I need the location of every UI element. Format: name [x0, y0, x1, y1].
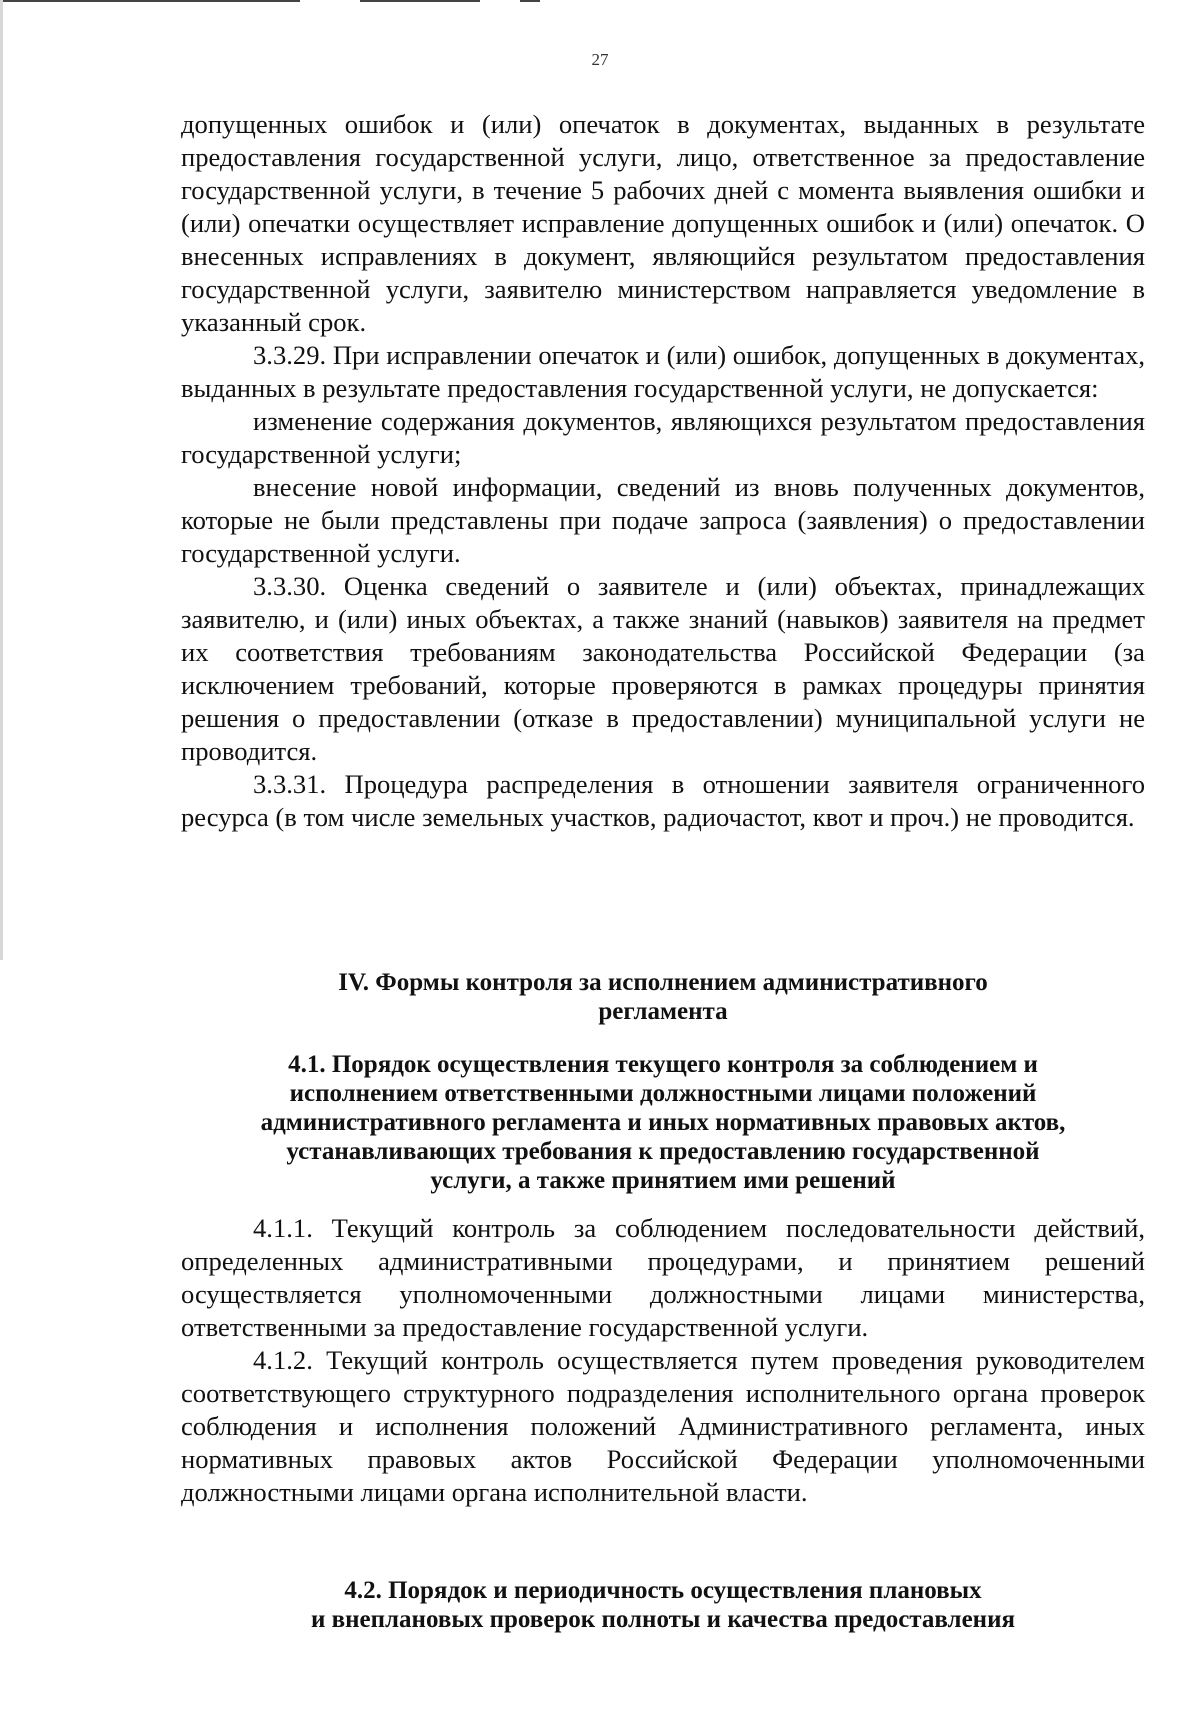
paragraph-continuation: допущенных ошибок и (или) опечаток в документах, выданных в результате предоставления государственной услуги, лицо, ответственное за предоставление государственной услуги, в течение 5 рабочих дней с момента выявления ошибки и (или) опечатки осуществляет исправление допущенных ошибок и (или) опечаток. О внесенных исправлениях в документ, являющийся результатом предоставления государственной услуги, заявителю министерством направляется уведомление в указанный срок. — [181, 109, 1145, 337]
paragraph-3-3-30: 3.3.30. Оценка сведений о заявителе и (или) объектах, принадлежащих заявителю, и (или) иных объектах, а также знаний (навыков) заявителя на предмет их соответствия требованиям законодательства Российской Федерации (за исключением требований, которые проверяются в рамках процедуры принятия решения о предоставлении (отказе в предоставлении) муниципальной услуги не проводится. — [181, 571, 1145, 766]
paragraph-3-3-29: 3.3.29. При исправлении опечаток и (или) ошибок, допущенных в документах, выданных в результате предоставления государственной услуги, не допускается: — [181, 340, 1145, 403]
scan-edge-left — [0, 0, 3, 960]
scan-edge-top — [0, 0, 1200, 6]
list-item-change-content: изменение содержания документов, являющихся результатом предоставления государственной услуги; — [181, 406, 1145, 469]
list-item-new-info: внесение новой информации, сведений из вновь полученных документов, которые не были представлены при подаче запроса (заявления) о предоставлении государственной услуги. — [181, 472, 1145, 568]
heading-line: и внеплановых проверок полноты и качества предоставления — [310, 1606, 1016, 1633]
section-heading-line1: IV. Формы контроля за исполнением административного — [338, 969, 988, 996]
heading-line: 4.2. Порядок и периодичность осуществления плановых — [344, 1577, 982, 1604]
heading-line: услуги, а также принятием ими решений — [430, 1167, 896, 1194]
heading-line: устанавливающих требования к предоставлению государственной — [286, 1138, 1040, 1165]
subsection-heading-4-1 — [181, 1050, 1145, 1195]
section-heading-line2: регламента — [598, 998, 728, 1025]
subsection-heading-4-2 — [181, 1576, 1145, 1634]
heading-line: административного регламента и иных нормативных правовых актов, — [260, 1109, 1066, 1136]
heading-line: исполнением ответственными должностными лицами положений — [289, 1080, 1037, 1107]
section-heading-iv — [181, 968, 1145, 1026]
page-number: 27 — [591, 50, 609, 69]
paragraph-4-1-2: 4.1.2. Текущий контроль осуществляется путем проведения руководителем соответствующего структурного подразделения исполнительного органа проверок соблюдения и исполнения положений Административного регламента, иных нормативных правовых актов Российской Федерации уполномоченными должностными лицами органа исполнительной власти. — [181, 1345, 1145, 1507]
body-text — [181, 108, 1145, 834]
paragraph-3-3-31: 3.3.31. Процедура распределения в отношении заявителя ограниченного ресурса (в том числе земельных участков, радиочастот, квот и проч.) не проводится. — [181, 769, 1145, 832]
heading-line: 4.1. Порядок осуществления текущего контроля за соблюдением и — [288, 1051, 1038, 1078]
paragraph-4-1-1: 4.1.1. Текущий контроль за соблюдением последовательности действий, определенных административными процедурами, и принятием решений осуществляется уполномоченными должностными лицами министерства, ответственными за предоставление государственной услуги. — [181, 1213, 1145, 1342]
section-4-1-body — [181, 1212, 1145, 1509]
